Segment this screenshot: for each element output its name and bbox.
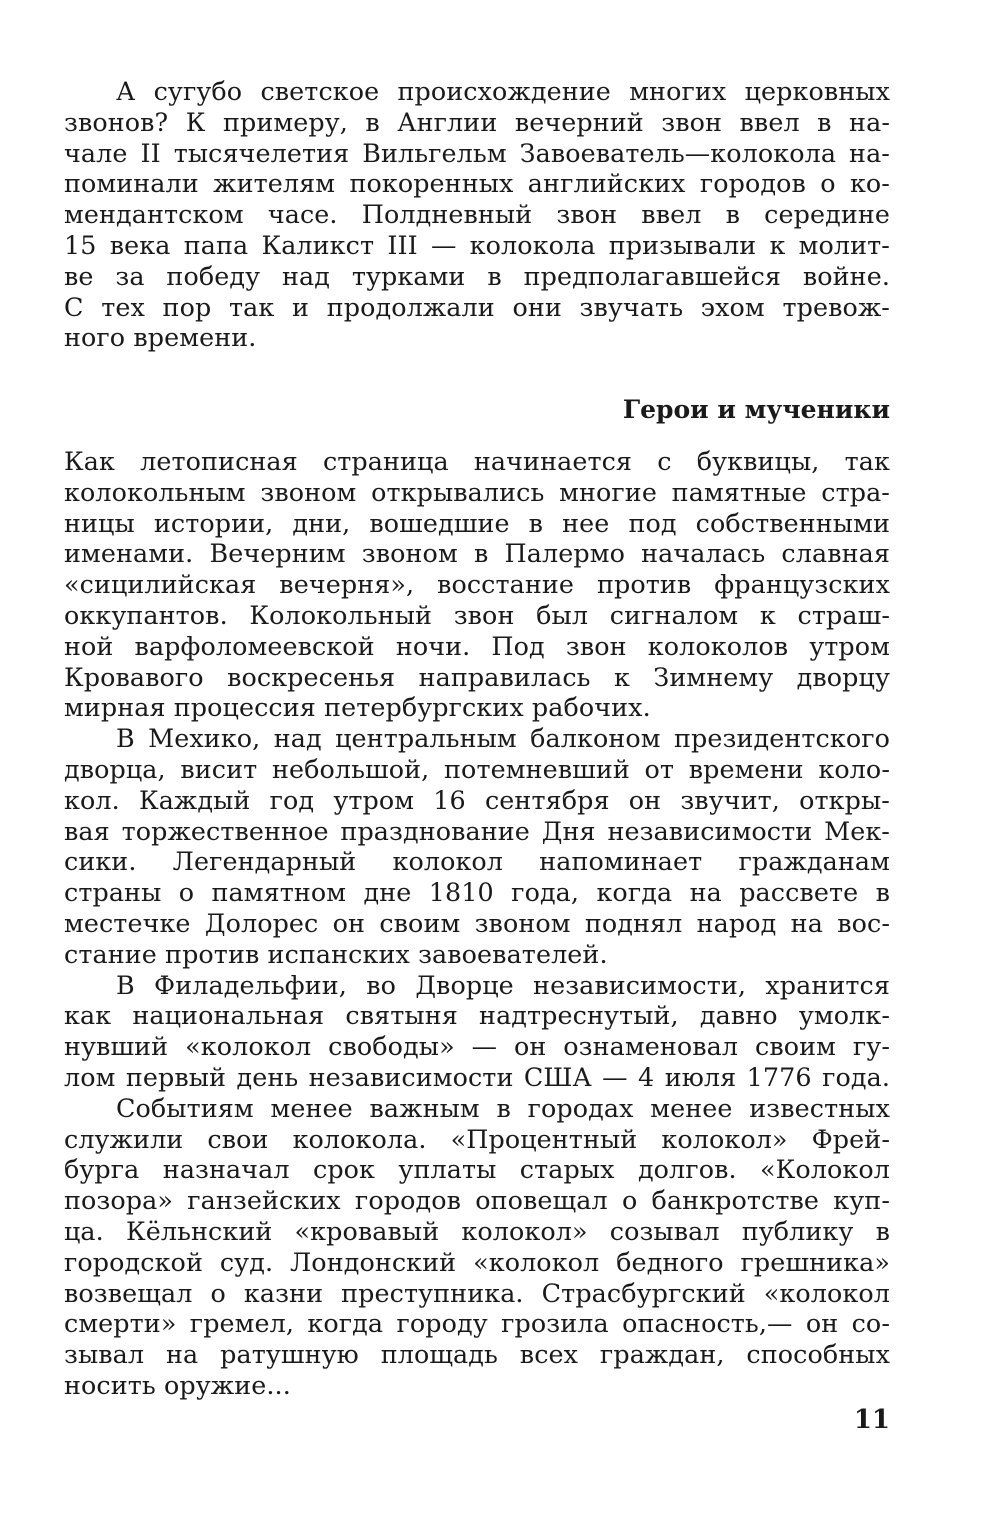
text-line: сики. Легендарный колокол напоминает гражданам	[64, 846, 890, 877]
text-line: 15 века папа Каликст III — колокола призывали к молит-	[64, 229, 890, 260]
text-line: возвещал о казни преступника. Страсбургский «колокол	[64, 1277, 890, 1308]
text-line: Кровавого воскресенья направилась к Зимнему дворцу	[64, 661, 890, 692]
text-line: «сицилийская вечерня», восстание против французских	[64, 569, 890, 600]
text-line: поминали жителям покоренных английских городов о ко-	[64, 168, 890, 199]
text-line: позора» ганзейских городов оповещал о банкротстве куп-	[64, 1185, 890, 1216]
text-line: стание против испанских завоевателей.	[64, 938, 608, 969]
main-text	[64, 446, 890, 1401]
text-line: вая торжественное празднование Дня независимости Мек-	[64, 815, 890, 846]
text-line: страны о памятном дне 1810 года, когда на рассвете в	[64, 877, 890, 908]
text-line: как национальная святыня надтреснутый, давно умолк-	[64, 1000, 890, 1031]
text-line: Как летописная страница начинается с буквицы, так	[64, 446, 890, 476]
text-line: ного времени.	[64, 322, 257, 353]
text-line: ца. Кёльнский «кровавый колокол» созывал публику в	[64, 1215, 890, 1246]
text-line: кол. Каждый год утром 16 сентября он звучит, откры-	[64, 784, 890, 815]
intro-paragraph	[64, 76, 890, 353]
text-line: Событиям менее важным в городах менее известных	[116, 1092, 890, 1123]
text-line: звонов? К примеру, в Англии вечерний звон ввел в на-	[64, 106, 890, 137]
text-line: лом первый день независимости США — 4 июля 1776 года.	[64, 1061, 890, 1092]
text-line: ницы истории, дни, вошедшие в нее под собственными	[64, 507, 890, 538]
text-line: В Филадельфии, во Дворце независимости, хранится	[116, 969, 890, 1000]
text-line: мендантском часе. Полдневный звон ввел в середине	[64, 199, 890, 230]
text-line: дворца, висит небольшой, потемневший от времени коло-	[64, 753, 890, 784]
page-number: 11	[853, 1405, 890, 1435]
text-line: чале II тысячелетия Вильгельм Завоеватель—колокола на-	[64, 137, 890, 168]
text-line: ной варфоломеевской ночи. Под звон колоколов утром	[64, 630, 890, 661]
text-line: колокольным звоном открывались многие памятные стра-	[64, 476, 890, 507]
text-line: оккупантов. Колокольный звон был сигналом к страш-	[64, 599, 890, 630]
text-line: С тех пор так и продолжали они звучать эхом тревож-	[64, 291, 890, 322]
text-line: бурга назначал срок уплаты старых долгов. «Колокол	[64, 1154, 890, 1185]
text-line: нувший «колокол свободы» — он ознаменовал своим гу-	[64, 1031, 890, 1062]
text-line: смерти» гремел, когда городу грозила опасность,— он со-	[64, 1308, 890, 1339]
text-line: городской суд. Лондонский «колокол бедного грешника»	[64, 1246, 890, 1277]
text-line: носить оружие...	[64, 1369, 291, 1400]
text-line: зывал на ратушную площадь всех граждан, способных	[64, 1339, 890, 1370]
text-line: служили свои колокола. «Процентный колокол» Фрей-	[64, 1123, 890, 1154]
text-line: местечке Долорес он своим звоном поднял народ на вос-	[64, 907, 890, 938]
section-heading: Герои и мученики	[622, 395, 890, 424]
text-line: ве за победу над турками в предполагавшейся войне.	[64, 260, 890, 291]
text-line: В Мехико, над центральным балконом президентского	[116, 723, 890, 754]
text-line: мирная процессия петербургских рабочих.	[64, 692, 651, 723]
text-line: А сугубо светское происхождение многих церковных	[116, 76, 890, 106]
text-line: именами. Вечерним звоном в Палермо началась славная	[64, 538, 890, 569]
